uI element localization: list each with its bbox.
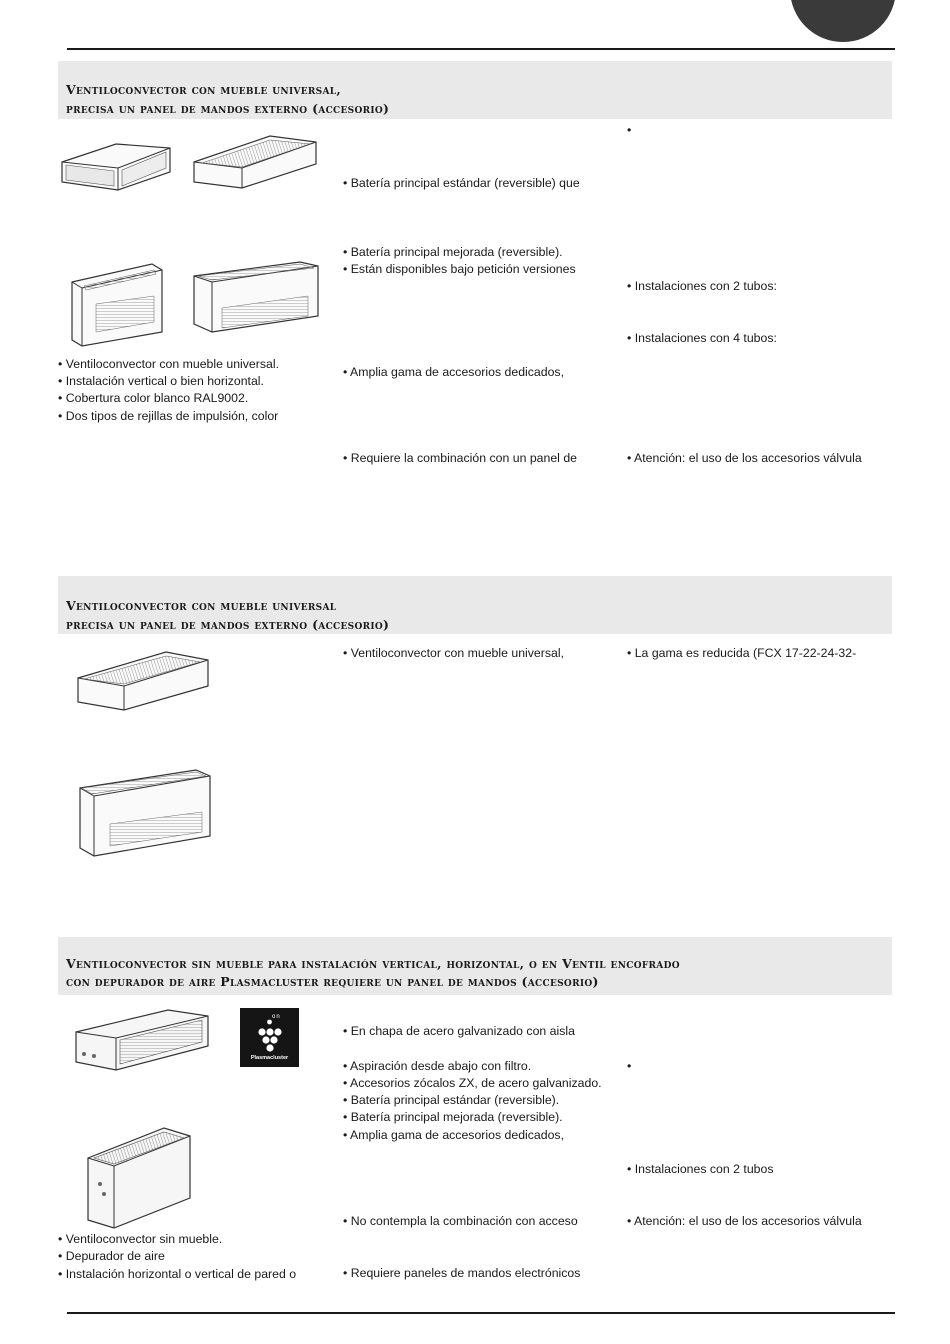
top-rule <box>67 48 895 50</box>
section-1-right-bullet: • Instalaciones con 4 tubos: <box>627 331 777 345</box>
section-3-mid-bullet: • Aspiración desde abajo con filtro. <box>343 1059 532 1073</box>
plasmacluster-ion-label: on <box>272 1014 281 1020</box>
section-3-mid-bullet: • En chapa de acero galvanizado con aisla <box>343 1024 575 1038</box>
section-3-right-bullet: • Instalaciones con 2 tubos <box>627 1162 774 1176</box>
section-1-heading-line-1: Ventiloconvector con mueble universal, <box>66 82 342 97</box>
ceiling-unit-cassette-illustration <box>58 138 176 194</box>
section-3-mid-bullet: • No contempla la combinación con acceso <box>343 1214 578 1228</box>
plasmacluster-wordmark: Plasmacluster <box>250 1055 289 1061</box>
section-1-right-bullet: • <box>627 123 632 137</box>
section-3-mid-bullet: • Accesorios zócalos ZX, de acero galvanizado. <box>343 1076 602 1090</box>
ceiling-unit-grille-illustration <box>190 132 322 192</box>
section-1-heading-band <box>58 61 892 119</box>
section-3-mid-bullet: • Requiere paneles de mandos electrónicos <box>343 1266 581 1280</box>
section-1-left-bullet: • Dos tipos de rejillas de impulsión, color <box>58 409 279 423</box>
section-2-mid-bullet: • Ventiloconvector con mueble universal, <box>343 646 564 660</box>
ceiling-unit-illustration <box>74 648 214 714</box>
concealed-vertical-unit-illustration <box>84 1124 194 1232</box>
section-3-left-bullet: • Depurador de aire <box>58 1249 165 1263</box>
section-3-mid-bullet: • Batería principal mejorada (reversible). <box>343 1110 563 1124</box>
section-3-right-bullet: • Atención: el uso de los accesorios válvula <box>627 1214 862 1228</box>
section-3-heading-line-2: con depurador de aire Plasmacluster requiere un panel de mandos (accesorio) <box>66 974 599 989</box>
section-2-heading-band <box>58 576 892 634</box>
section-3-right-bullet: • <box>627 1059 632 1073</box>
section-1-left-bullet: • Cobertura color blanco RAL9002. <box>58 391 249 405</box>
concealed-horizontal-unit-illustration <box>72 1006 212 1074</box>
vertical-unit-illustration <box>76 766 214 860</box>
section-2-heading-line-2: precisa un panel de mandos externo (accesorio) <box>66 617 390 632</box>
section-3-heading-line-1: Ventiloconvector sin mueble para instalación vertical, horizontal, o en Ventil encofrado <box>66 956 680 971</box>
vertical-unit-large-illustration <box>190 258 326 336</box>
section-3-left-bullet: • Ventiloconvector sin mueble. <box>58 1232 223 1246</box>
section-1-heading-line-2: precisa un panel de mandos externo (accesorio) <box>66 101 390 116</box>
page-corner-tab <box>790 0 896 42</box>
plasmacluster-ion-logo <box>240 1008 299 1067</box>
section-1-mid-bullet: • Amplia gama de accesorios dedicados, <box>343 365 564 379</box>
section-1-mid-bullet: • Requiere la combinación con un panel de <box>343 451 578 465</box>
section-1-mid-bullet: • Batería principal estándar (reversible) que <box>343 176 580 190</box>
section-1-left-bullet: • Ventiloconvector con mueble universal. <box>58 357 279 371</box>
section-2-right-bullet: • La gama es reducida (FCX 17-22-24-32- <box>627 646 857 660</box>
section-1-mid-bullet: • Están disponibles bajo petición versiones <box>343 262 576 276</box>
section-3-mid-bullet: • Amplia gama de accesorios dedicados, <box>343 1128 564 1142</box>
section-2-heading-line-1: Ventiloconvector con mueble universal <box>66 598 337 613</box>
section-1-mid-bullet: • Batería principal mejorada (reversible). <box>343 245 563 259</box>
section-1-right-bullet: • Atención: el uso de los accesorios válvula <box>627 451 862 465</box>
section-1-right-bullet: • Instalaciones con 2 tubos: <box>627 279 777 293</box>
section-1-left-bullet: • Instalación vertical o bien horizontal. <box>58 374 264 388</box>
bottom-rule <box>67 1312 895 1314</box>
section-3-heading-band <box>58 937 892 995</box>
vertical-unit-small-illustration <box>68 260 166 348</box>
section-3-left-bullet: • Instalación horizontal o vertical de pared o <box>58 1267 297 1281</box>
section-3-mid-bullet: • Batería principal estándar (reversible). <box>343 1093 560 1107</box>
